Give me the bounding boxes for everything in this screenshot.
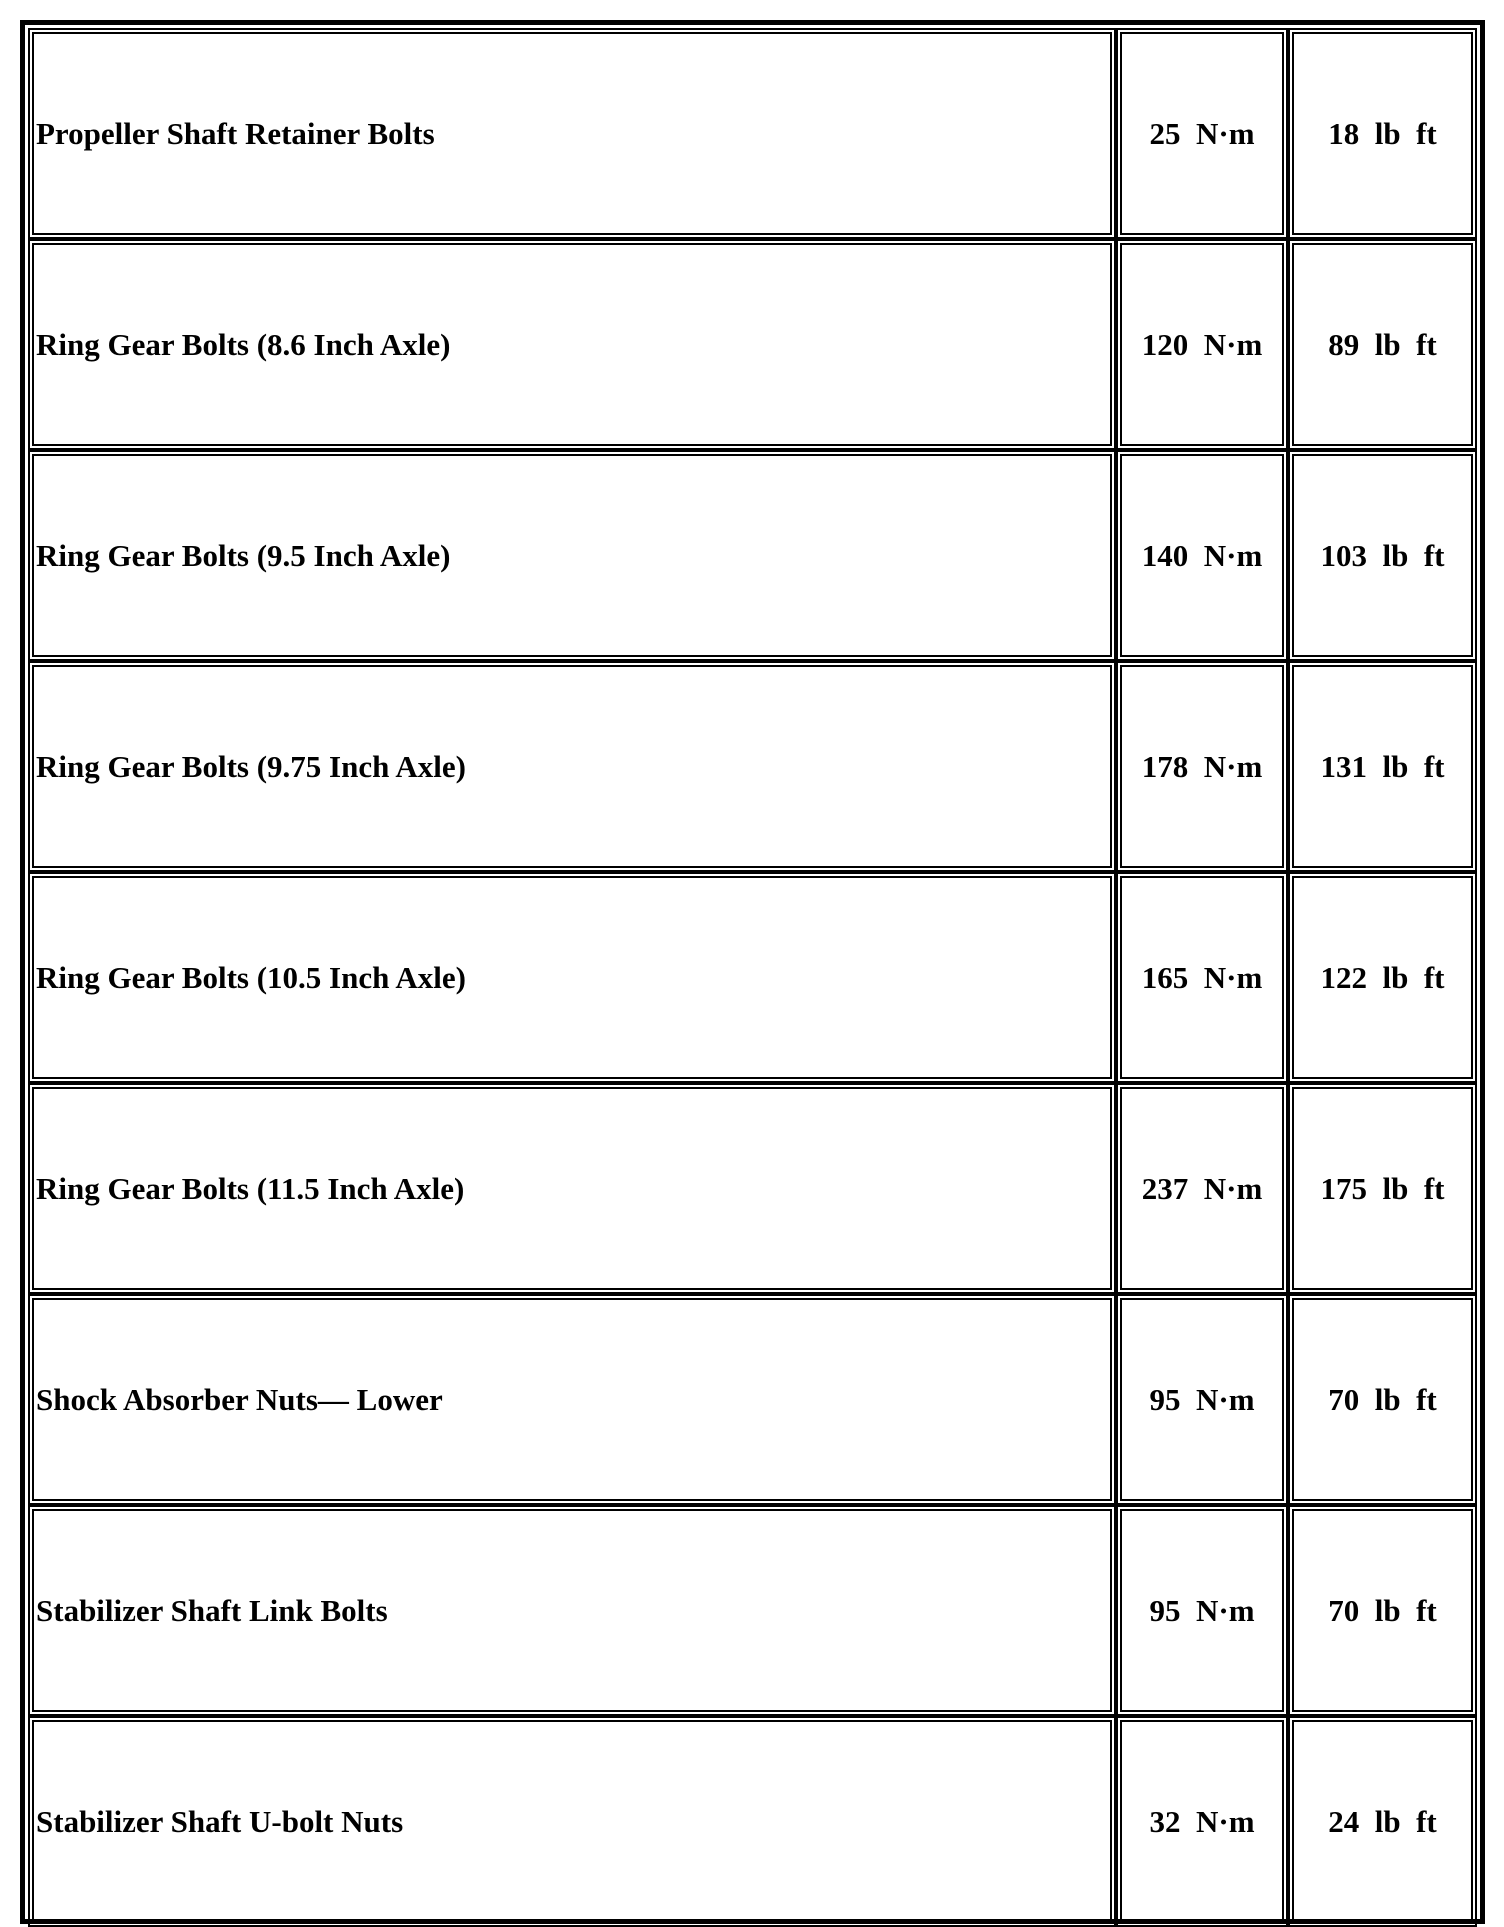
english-torque-cell: 70 lb ft bbox=[1288, 1505, 1477, 1716]
english-torque-cell: 122 lb ft bbox=[1288, 872, 1477, 1083]
torque-spec-table bbox=[20, 20, 1485, 1924]
english-torque-cell: 175 lb ft bbox=[1288, 1083, 1477, 1294]
english-torque-cell: 89 lb ft bbox=[1288, 239, 1477, 450]
fastener-cell: Ring Gear Bolts (10.5 Inch Axle) bbox=[28, 872, 1116, 1083]
english-torque-cell: 24 lb ft bbox=[1288, 1716, 1477, 1927]
english-torque-cell: 70 lb ft bbox=[1288, 1294, 1477, 1505]
table-grid bbox=[28, 28, 1477, 1927]
fastener-cell: Ring Gear Bolts (9.5 Inch Axle) bbox=[28, 450, 1116, 661]
fastener-cell: Stabilizer Shaft Link Bolts bbox=[28, 1505, 1116, 1716]
fastener-cell: Ring Gear Bolts (11.5 Inch Axle) bbox=[28, 1083, 1116, 1294]
metric-torque-cell: 95 N·m bbox=[1116, 1294, 1288, 1505]
english-torque-cell: 18 lb ft bbox=[1288, 28, 1477, 239]
metric-torque-cell: 120 N·m bbox=[1116, 239, 1288, 450]
metric-torque-cell: 95 N·m bbox=[1116, 1505, 1288, 1716]
fastener-cell: Shock Absorber Nuts— Lower bbox=[28, 1294, 1116, 1505]
metric-torque-cell: 32 N·m bbox=[1116, 1716, 1288, 1927]
metric-torque-cell: 140 N·m bbox=[1116, 450, 1288, 661]
fastener-cell: Ring Gear Bolts (8.6 Inch Axle) bbox=[28, 239, 1116, 450]
english-torque-cell: 103 lb ft bbox=[1288, 450, 1477, 661]
fastener-cell: Propeller Shaft Retainer Bolts bbox=[28, 28, 1116, 239]
metric-torque-cell: 25 N·m bbox=[1116, 28, 1288, 239]
metric-torque-cell: 237 N·m bbox=[1116, 1083, 1288, 1294]
metric-torque-cell: 165 N·m bbox=[1116, 872, 1288, 1083]
english-torque-cell: 131 lb ft bbox=[1288, 661, 1477, 872]
fastener-cell: Stabilizer Shaft U-bolt Nuts bbox=[28, 1716, 1116, 1927]
fastener-cell: Ring Gear Bolts (9.75 Inch Axle) bbox=[28, 661, 1116, 872]
metric-torque-cell: 178 N·m bbox=[1116, 661, 1288, 872]
